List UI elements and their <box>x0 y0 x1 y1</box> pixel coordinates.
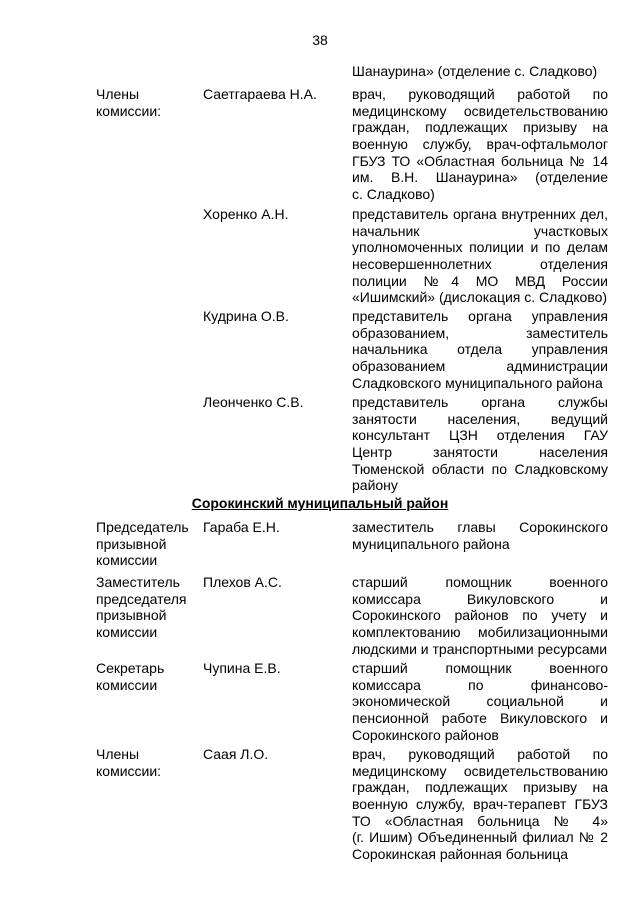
position-line: врач, руководящий работой по <box>352 746 608 762</box>
position-line: комиссара по финансово- <box>352 676 608 693</box>
page-number: 38 <box>312 32 328 48</box>
member-name: Хоренко А.Н. <box>203 206 289 222</box>
position-line: экономической социальной и <box>352 693 608 710</box>
role-line: комиссии <box>96 624 158 641</box>
member-name: Гараба Е.Н. <box>203 519 280 535</box>
position-line: комплектованию мобилизационными <box>352 624 608 641</box>
position-line: занятости населения, ведущий <box>352 410 608 427</box>
member-position <box>352 660 608 743</box>
position-line: медицинскому освидетельствованию <box>352 762 608 779</box>
position-line: району <box>352 477 398 494</box>
section-heading: Сорокинский муниципальный район <box>191 495 449 511</box>
member-position <box>352 86 608 203</box>
role-line: комиссии: <box>96 762 162 779</box>
position-line: представитель органа управления <box>352 308 608 324</box>
position-line: представитель органа внутренних дел, <box>352 206 608 222</box>
member-name: Плехов А.С. <box>203 574 282 590</box>
member-position <box>352 206 608 306</box>
position-line: врач, руководящий работой по <box>352 86 608 102</box>
position-line: Шанаурина» (отделение с. Сладково) <box>352 63 598 79</box>
position-line: Сорокинского районов <box>352 726 499 743</box>
role-line: призывной <box>96 535 167 552</box>
member-role <box>96 574 196 641</box>
position-line: консультант ЦЗН отделения ГАУ <box>352 427 608 444</box>
role-line: Председатель <box>96 519 189 535</box>
position-line: людскими и транспортными ресурсами <box>352 640 608 657</box>
position-line: военную службу, врач-офтальмолог <box>352 136 608 153</box>
position-line: ГБУЗ ТО «Областная больница № 14 <box>352 152 608 169</box>
position-line: старший помощник военного <box>352 660 608 676</box>
position-line: пенсионной работе Викуловского и <box>352 710 608 727</box>
position-line: старший помощник военного <box>352 574 608 590</box>
position-line: граждан, подлежащих призыву на <box>352 779 608 796</box>
member-name: Чупина Е.В. <box>203 660 281 676</box>
position-line: граждан, подлежащих призыву на <box>352 119 608 136</box>
position-line: с. Сладково) <box>352 186 435 203</box>
position-line: уполномоченных полиции и по делам <box>352 239 608 256</box>
position-line: Центр занятости населения <box>352 444 608 461</box>
member-role <box>96 86 196 119</box>
role-line: комиссии <box>96 676 158 693</box>
position-line: несовершеннолетних отделения <box>352 256 608 273</box>
role-line: Члены <box>96 86 140 102</box>
position-line: представитель органа службы <box>352 394 608 410</box>
member-name: Саетгараева Н.А. <box>203 86 317 102</box>
member-position <box>352 308 608 391</box>
position-line: ТО «Областная больница № 4» <box>352 812 608 829</box>
position-line: полиции №4 МО МВД России <box>352 272 608 289</box>
member-name: Саая Л.О. <box>203 746 269 762</box>
position-line: заместитель главы Сорокинского <box>352 519 608 535</box>
position-line: Сорокинского районов по учету и <box>352 607 608 624</box>
position-line: им. В.Н. Шанаурина» (отделение <box>352 169 608 186</box>
member-role <box>96 746 196 779</box>
role-line: председателя <box>96 590 187 607</box>
position-line: муниципального района <box>352 535 510 552</box>
position-line: медицинскому освидетельствованию <box>352 102 608 119</box>
role-line: Члены <box>96 746 140 762</box>
role-line: призывной <box>96 607 167 624</box>
position-line: образованием, заместитель <box>352 324 608 341</box>
position-line: комиссара Викуловского и <box>352 590 608 607</box>
position-line: начальник участковых <box>352 222 608 239</box>
member-name: Леонченко С.В. <box>203 394 304 410</box>
position-line: Сладковского муниципального района <box>352 374 603 391</box>
member-role <box>96 660 196 693</box>
position-line: военную службу, врач-терапевт ГБУЗ <box>352 796 608 813</box>
role-line: Секретарь <box>96 660 165 676</box>
role-line: Заместитель <box>96 574 180 590</box>
position-line: начальника отдела управления <box>352 341 608 358</box>
member-position <box>352 63 608 80</box>
position-line: «Ишимский» (дислокация с. Сладково) <box>352 289 608 306</box>
position-line: (г. Ишим) Объединенный филиал № 2 <box>352 829 608 846</box>
member-position <box>352 519 608 552</box>
role-line: комиссии: <box>96 102 162 119</box>
member-role <box>96 519 196 569</box>
position-line: Сорокинская районная больница <box>352 846 569 863</box>
member-position <box>352 746 608 863</box>
position-line: Тюменской области по Сладковскому <box>352 460 608 477</box>
member-name: Кудрина О.В. <box>203 308 289 324</box>
member-position <box>352 574 608 657</box>
role-line: комиссии <box>96 552 158 569</box>
position-line: образованием администрации <box>352 358 608 375</box>
member-position <box>352 394 608 494</box>
